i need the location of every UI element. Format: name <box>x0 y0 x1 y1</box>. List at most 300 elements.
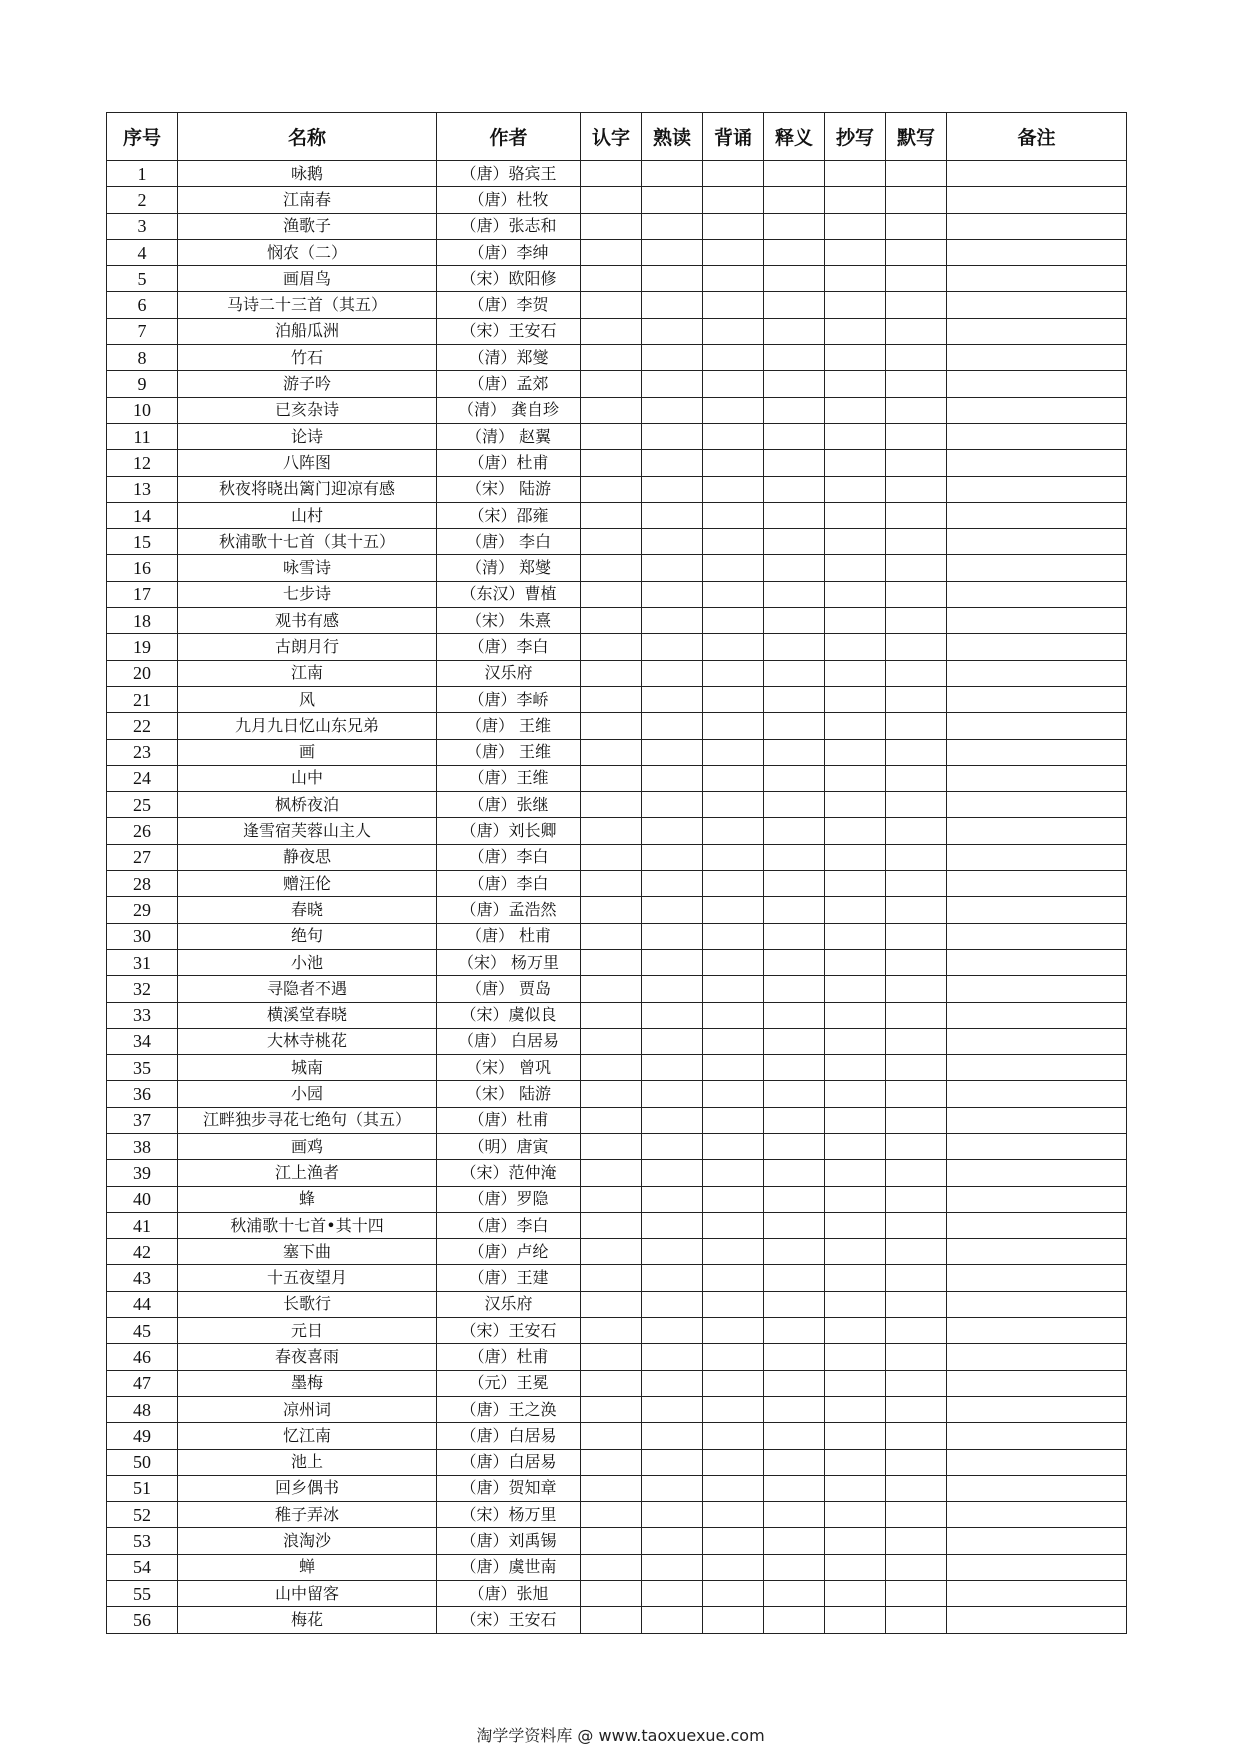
cell-explain[interactable] <box>764 686 825 712</box>
cell-explain[interactable] <box>764 713 825 739</box>
cell-copy[interactable] <box>825 765 886 791</box>
cell-read[interactable] <box>642 1370 703 1396</box>
cell-dictate[interactable] <box>886 608 947 634</box>
cell-recite[interactable] <box>703 502 764 528</box>
cell-notes[interactable] <box>947 1160 1127 1186</box>
cell-dictate[interactable] <box>886 1449 947 1475</box>
cell-recite[interactable] <box>703 529 764 555</box>
cell-explain[interactable] <box>764 239 825 265</box>
cell-recite[interactable] <box>703 1581 764 1607</box>
cell-copy[interactable] <box>825 660 886 686</box>
cell-notes[interactable] <box>947 923 1127 949</box>
cell-copy[interactable] <box>825 792 886 818</box>
cell-dictate[interactable] <box>886 1528 947 1554</box>
cell-notes[interactable] <box>947 318 1127 344</box>
cell-recite[interactable] <box>703 792 764 818</box>
cell-notes[interactable] <box>947 713 1127 739</box>
cell-recite[interactable] <box>703 1475 764 1501</box>
cell-copy[interactable] <box>825 1212 886 1238</box>
cell-dictate[interactable] <box>886 1581 947 1607</box>
cell-copy[interactable] <box>825 450 886 476</box>
cell-copy[interactable] <box>825 1265 886 1291</box>
cell-copy[interactable] <box>825 897 886 923</box>
cell-copy[interactable] <box>825 397 886 423</box>
cell-copy[interactable] <box>825 345 886 371</box>
cell-recognize[interactable] <box>581 581 642 607</box>
cell-recognize[interactable] <box>581 1107 642 1133</box>
cell-recognize[interactable] <box>581 1370 642 1396</box>
cell-explain[interactable] <box>764 397 825 423</box>
cell-recite[interactable] <box>703 1607 764 1633</box>
cell-recognize[interactable] <box>581 1396 642 1422</box>
cell-explain[interactable] <box>764 161 825 187</box>
cell-copy[interactable] <box>825 686 886 712</box>
cell-read[interactable] <box>642 1396 703 1422</box>
cell-explain[interactable] <box>764 450 825 476</box>
cell-dictate[interactable] <box>886 476 947 502</box>
cell-notes[interactable] <box>947 1581 1127 1607</box>
cell-dictate[interactable] <box>886 1028 947 1054</box>
cell-dictate[interactable] <box>886 1318 947 1344</box>
cell-notes[interactable] <box>947 897 1127 923</box>
cell-dictate[interactable] <box>886 161 947 187</box>
cell-copy[interactable] <box>825 1055 886 1081</box>
cell-copy[interactable] <box>825 476 886 502</box>
cell-recite[interactable] <box>703 1002 764 1028</box>
cell-recite[interactable] <box>703 239 764 265</box>
cell-dictate[interactable] <box>886 1265 947 1291</box>
cell-read[interactable] <box>642 371 703 397</box>
cell-explain[interactable] <box>764 529 825 555</box>
cell-recite[interactable] <box>703 634 764 660</box>
cell-read[interactable] <box>642 450 703 476</box>
cell-recognize[interactable] <box>581 871 642 897</box>
cell-copy[interactable] <box>825 739 886 765</box>
cell-dictate[interactable] <box>886 292 947 318</box>
cell-notes[interactable] <box>947 187 1127 213</box>
cell-recite[interactable] <box>703 187 764 213</box>
cell-recognize[interactable] <box>581 450 642 476</box>
cell-dictate[interactable] <box>886 1186 947 1212</box>
cell-dictate[interactable] <box>886 1002 947 1028</box>
cell-copy[interactable] <box>825 1344 886 1370</box>
cell-read[interactable] <box>642 502 703 528</box>
cell-read[interactable] <box>642 239 703 265</box>
cell-dictate[interactable] <box>886 1554 947 1580</box>
cell-read[interactable] <box>642 1028 703 1054</box>
cell-dictate[interactable] <box>886 686 947 712</box>
cell-dictate[interactable] <box>886 187 947 213</box>
cell-copy[interactable] <box>825 976 886 1002</box>
cell-recognize[interactable] <box>581 949 642 975</box>
cell-recite[interactable] <box>703 1055 764 1081</box>
cell-dictate[interactable] <box>886 266 947 292</box>
cell-recite[interactable] <box>703 1291 764 1317</box>
cell-read[interactable] <box>642 686 703 712</box>
cell-recite[interactable] <box>703 450 764 476</box>
cell-dictate[interactable] <box>886 818 947 844</box>
cell-recite[interactable] <box>703 686 764 712</box>
cell-read[interactable] <box>642 1133 703 1159</box>
cell-explain[interactable] <box>764 1186 825 1212</box>
cell-recite[interactable] <box>703 1396 764 1422</box>
cell-recite[interactable] <box>703 713 764 739</box>
cell-recite[interactable] <box>703 1423 764 1449</box>
cell-notes[interactable] <box>947 450 1127 476</box>
cell-recognize[interactable] <box>581 976 642 1002</box>
cell-explain[interactable] <box>764 1607 825 1633</box>
cell-notes[interactable] <box>947 213 1127 239</box>
cell-dictate[interactable] <box>886 1502 947 1528</box>
cell-recite[interactable] <box>703 1186 764 1212</box>
cell-notes[interactable] <box>947 1212 1127 1238</box>
cell-notes[interactable] <box>947 634 1127 660</box>
cell-explain[interactable] <box>764 1081 825 1107</box>
cell-copy[interactable] <box>825 844 886 870</box>
cell-notes[interactable] <box>947 1028 1127 1054</box>
cell-explain[interactable] <box>764 1002 825 1028</box>
cell-notes[interactable] <box>947 1186 1127 1212</box>
cell-copy[interactable] <box>825 818 886 844</box>
cell-recite[interactable] <box>703 923 764 949</box>
cell-recite[interactable] <box>703 1028 764 1054</box>
cell-read[interactable] <box>642 1318 703 1344</box>
cell-recite[interactable] <box>703 266 764 292</box>
cell-read[interactable] <box>642 187 703 213</box>
cell-notes[interactable] <box>947 976 1127 1002</box>
cell-notes[interactable] <box>947 1449 1127 1475</box>
cell-explain[interactable] <box>764 634 825 660</box>
cell-recognize[interactable] <box>581 1318 642 1344</box>
cell-read[interactable] <box>642 1475 703 1501</box>
cell-recite[interactable] <box>703 345 764 371</box>
cell-recognize[interactable] <box>581 239 642 265</box>
cell-read[interactable] <box>642 1107 703 1133</box>
cell-read[interactable] <box>642 871 703 897</box>
cell-explain[interactable] <box>764 187 825 213</box>
cell-read[interactable] <box>642 1081 703 1107</box>
cell-recognize[interactable] <box>581 161 642 187</box>
cell-recognize[interactable] <box>581 1028 642 1054</box>
cell-notes[interactable] <box>947 871 1127 897</box>
cell-read[interactable] <box>642 266 703 292</box>
cell-copy[interactable] <box>825 1449 886 1475</box>
cell-explain[interactable] <box>764 1291 825 1317</box>
cell-read[interactable] <box>642 765 703 791</box>
cell-read[interactable] <box>642 1581 703 1607</box>
cell-recite[interactable] <box>703 371 764 397</box>
cell-read[interactable] <box>642 818 703 844</box>
cell-recognize[interactable] <box>581 1212 642 1238</box>
cell-recognize[interactable] <box>581 213 642 239</box>
cell-notes[interactable] <box>947 502 1127 528</box>
cell-dictate[interactable] <box>886 844 947 870</box>
cell-notes[interactable] <box>947 660 1127 686</box>
cell-notes[interactable] <box>947 739 1127 765</box>
cell-dictate[interactable] <box>886 318 947 344</box>
cell-read[interactable] <box>642 1002 703 1028</box>
cell-recognize[interactable] <box>581 1607 642 1633</box>
cell-read[interactable] <box>642 844 703 870</box>
cell-recite[interactable] <box>703 1133 764 1159</box>
cell-recognize[interactable] <box>581 1081 642 1107</box>
cell-read[interactable] <box>642 949 703 975</box>
cell-explain[interactable] <box>764 1502 825 1528</box>
cell-explain[interactable] <box>764 1318 825 1344</box>
cell-explain[interactable] <box>764 292 825 318</box>
cell-copy[interactable] <box>825 581 886 607</box>
cell-notes[interactable] <box>947 1502 1127 1528</box>
cell-recognize[interactable] <box>581 1344 642 1370</box>
cell-dictate[interactable] <box>886 1396 947 1422</box>
cell-copy[interactable] <box>825 1475 886 1501</box>
cell-recite[interactable] <box>703 1212 764 1238</box>
cell-recite[interactable] <box>703 292 764 318</box>
cell-notes[interactable] <box>947 1607 1127 1633</box>
cell-dictate[interactable] <box>886 213 947 239</box>
cell-dictate[interactable] <box>886 1239 947 1265</box>
cell-recite[interactable] <box>703 1554 764 1580</box>
cell-dictate[interactable] <box>886 1423 947 1449</box>
cell-read[interactable] <box>642 1607 703 1633</box>
cell-notes[interactable] <box>947 292 1127 318</box>
cell-notes[interactable] <box>947 1396 1127 1422</box>
cell-recognize[interactable] <box>581 1160 642 1186</box>
cell-dictate[interactable] <box>886 371 947 397</box>
cell-copy[interactable] <box>825 1370 886 1396</box>
cell-copy[interactable] <box>825 949 886 975</box>
cell-notes[interactable] <box>947 1107 1127 1133</box>
cell-copy[interactable] <box>825 1318 886 1344</box>
cell-notes[interactable] <box>947 1475 1127 1501</box>
cell-recognize[interactable] <box>581 318 642 344</box>
cell-dictate[interactable] <box>886 923 947 949</box>
cell-read[interactable] <box>642 1239 703 1265</box>
cell-recognize[interactable] <box>581 187 642 213</box>
cell-copy[interactable] <box>825 1186 886 1212</box>
cell-recite[interactable] <box>703 765 764 791</box>
cell-recognize[interactable] <box>581 1291 642 1317</box>
cell-copy[interactable] <box>825 1081 886 1107</box>
cell-explain[interactable] <box>764 1160 825 1186</box>
cell-explain[interactable] <box>764 844 825 870</box>
cell-explain[interactable] <box>764 266 825 292</box>
cell-read[interactable] <box>642 397 703 423</box>
cell-dictate[interactable] <box>886 1370 947 1396</box>
cell-notes[interactable] <box>947 844 1127 870</box>
cell-recognize[interactable] <box>581 266 642 292</box>
cell-read[interactable] <box>642 529 703 555</box>
cell-explain[interactable] <box>764 1212 825 1238</box>
cell-copy[interactable] <box>825 1396 886 1422</box>
cell-notes[interactable] <box>947 581 1127 607</box>
cell-recognize[interactable] <box>581 1581 642 1607</box>
cell-notes[interactable] <box>947 1291 1127 1317</box>
cell-explain[interactable] <box>764 1528 825 1554</box>
cell-notes[interactable] <box>947 949 1127 975</box>
cell-read[interactable] <box>642 634 703 660</box>
cell-explain[interactable] <box>764 1028 825 1054</box>
cell-dictate[interactable] <box>886 634 947 660</box>
cell-read[interactable] <box>642 292 703 318</box>
cell-read[interactable] <box>642 581 703 607</box>
cell-read[interactable] <box>642 660 703 686</box>
cell-explain[interactable] <box>764 897 825 923</box>
cell-copy[interactable] <box>825 634 886 660</box>
cell-explain[interactable] <box>764 1449 825 1475</box>
cell-recite[interactable] <box>703 161 764 187</box>
cell-copy[interactable] <box>825 923 886 949</box>
cell-read[interactable] <box>642 739 703 765</box>
cell-copy[interactable] <box>825 1239 886 1265</box>
cell-recite[interactable] <box>703 871 764 897</box>
cell-explain[interactable] <box>764 1107 825 1133</box>
cell-recognize[interactable] <box>581 1423 642 1449</box>
cell-recognize[interactable] <box>581 345 642 371</box>
cell-read[interactable] <box>642 976 703 1002</box>
cell-read[interactable] <box>642 1423 703 1449</box>
cell-read[interactable] <box>642 1554 703 1580</box>
cell-recite[interactable] <box>703 1449 764 1475</box>
cell-recognize[interactable] <box>581 844 642 870</box>
cell-explain[interactable] <box>764 345 825 371</box>
cell-dictate[interactable] <box>886 1607 947 1633</box>
cell-copy[interactable] <box>825 266 886 292</box>
cell-read[interactable] <box>642 345 703 371</box>
cell-dictate[interactable] <box>886 581 947 607</box>
cell-read[interactable] <box>642 1265 703 1291</box>
cell-read[interactable] <box>642 161 703 187</box>
cell-notes[interactable] <box>947 686 1127 712</box>
cell-explain[interactable] <box>764 1581 825 1607</box>
cell-recite[interactable] <box>703 1370 764 1396</box>
cell-dictate[interactable] <box>886 739 947 765</box>
cell-notes[interactable] <box>947 1423 1127 1449</box>
cell-explain[interactable] <box>764 1370 825 1396</box>
cell-explain[interactable] <box>764 818 825 844</box>
cell-recite[interactable] <box>703 739 764 765</box>
cell-dictate[interactable] <box>886 976 947 1002</box>
cell-recognize[interactable] <box>581 634 642 660</box>
cell-recognize[interactable] <box>581 739 642 765</box>
cell-explain[interactable] <box>764 555 825 581</box>
cell-recognize[interactable] <box>581 897 642 923</box>
cell-dictate[interactable] <box>886 949 947 975</box>
cell-notes[interactable] <box>947 818 1127 844</box>
cell-dictate[interactable] <box>886 1160 947 1186</box>
cell-recite[interactable] <box>703 897 764 923</box>
cell-recite[interactable] <box>703 1107 764 1133</box>
cell-explain[interactable] <box>764 213 825 239</box>
cell-dictate[interactable] <box>886 450 947 476</box>
cell-explain[interactable] <box>764 949 825 975</box>
cell-copy[interactable] <box>825 1107 886 1133</box>
cell-dictate[interactable] <box>886 1291 947 1317</box>
cell-explain[interactable] <box>764 371 825 397</box>
cell-explain[interactable] <box>764 581 825 607</box>
cell-explain[interactable] <box>764 1133 825 1159</box>
cell-copy[interactable] <box>825 608 886 634</box>
cell-recite[interactable] <box>703 844 764 870</box>
cell-copy[interactable] <box>825 529 886 555</box>
cell-explain[interactable] <box>764 739 825 765</box>
cell-notes[interactable] <box>947 1554 1127 1580</box>
cell-recognize[interactable] <box>581 923 642 949</box>
cell-recognize[interactable] <box>581 1055 642 1081</box>
cell-recognize[interactable] <box>581 1186 642 1212</box>
cell-recite[interactable] <box>703 976 764 1002</box>
cell-read[interactable] <box>642 1528 703 1554</box>
cell-dictate[interactable] <box>886 1475 947 1501</box>
cell-dictate[interactable] <box>886 765 947 791</box>
cell-copy[interactable] <box>825 1002 886 1028</box>
cell-recite[interactable] <box>703 555 764 581</box>
cell-read[interactable] <box>642 1344 703 1370</box>
cell-copy[interactable] <box>825 213 886 239</box>
cell-explain[interactable] <box>764 1055 825 1081</box>
cell-copy[interactable] <box>825 1528 886 1554</box>
cell-explain[interactable] <box>764 423 825 449</box>
cell-explain[interactable] <box>764 976 825 1002</box>
cell-dictate[interactable] <box>886 792 947 818</box>
cell-recognize[interactable] <box>581 818 642 844</box>
cell-notes[interactable] <box>947 345 1127 371</box>
cell-read[interactable] <box>642 1502 703 1528</box>
cell-notes[interactable] <box>947 1055 1127 1081</box>
cell-notes[interactable] <box>947 1239 1127 1265</box>
cell-recite[interactable] <box>703 1265 764 1291</box>
cell-recognize[interactable] <box>581 1265 642 1291</box>
cell-notes[interactable] <box>947 476 1127 502</box>
cell-read[interactable] <box>642 318 703 344</box>
cell-recite[interactable] <box>703 423 764 449</box>
cell-recite[interactable] <box>703 1239 764 1265</box>
cell-dictate[interactable] <box>886 397 947 423</box>
cell-dictate[interactable] <box>886 897 947 923</box>
cell-read[interactable] <box>642 1212 703 1238</box>
cell-recite[interactable] <box>703 608 764 634</box>
cell-read[interactable] <box>642 1449 703 1475</box>
cell-copy[interactable] <box>825 871 886 897</box>
cell-notes[interactable] <box>947 1318 1127 1344</box>
cell-dictate[interactable] <box>886 871 947 897</box>
cell-read[interactable] <box>642 423 703 449</box>
cell-notes[interactable] <box>947 239 1127 265</box>
cell-read[interactable] <box>642 792 703 818</box>
cell-explain[interactable] <box>764 923 825 949</box>
cell-notes[interactable] <box>947 765 1127 791</box>
cell-recite[interactable] <box>703 1528 764 1554</box>
cell-notes[interactable] <box>947 1370 1127 1396</box>
cell-dictate[interactable] <box>886 423 947 449</box>
cell-recite[interactable] <box>703 1502 764 1528</box>
cell-dictate[interactable] <box>886 1055 947 1081</box>
cell-recite[interactable] <box>703 1344 764 1370</box>
cell-recognize[interactable] <box>581 1449 642 1475</box>
cell-explain[interactable] <box>764 608 825 634</box>
cell-notes[interactable] <box>947 397 1127 423</box>
cell-dictate[interactable] <box>886 239 947 265</box>
cell-copy[interactable] <box>825 187 886 213</box>
cell-notes[interactable] <box>947 371 1127 397</box>
cell-notes[interactable] <box>947 1265 1127 1291</box>
cell-dictate[interactable] <box>886 1344 947 1370</box>
cell-copy[interactable] <box>825 318 886 344</box>
cell-explain[interactable] <box>764 318 825 344</box>
cell-copy[interactable] <box>825 1607 886 1633</box>
cell-copy[interactable] <box>825 1554 886 1580</box>
cell-explain[interactable] <box>764 1396 825 1422</box>
